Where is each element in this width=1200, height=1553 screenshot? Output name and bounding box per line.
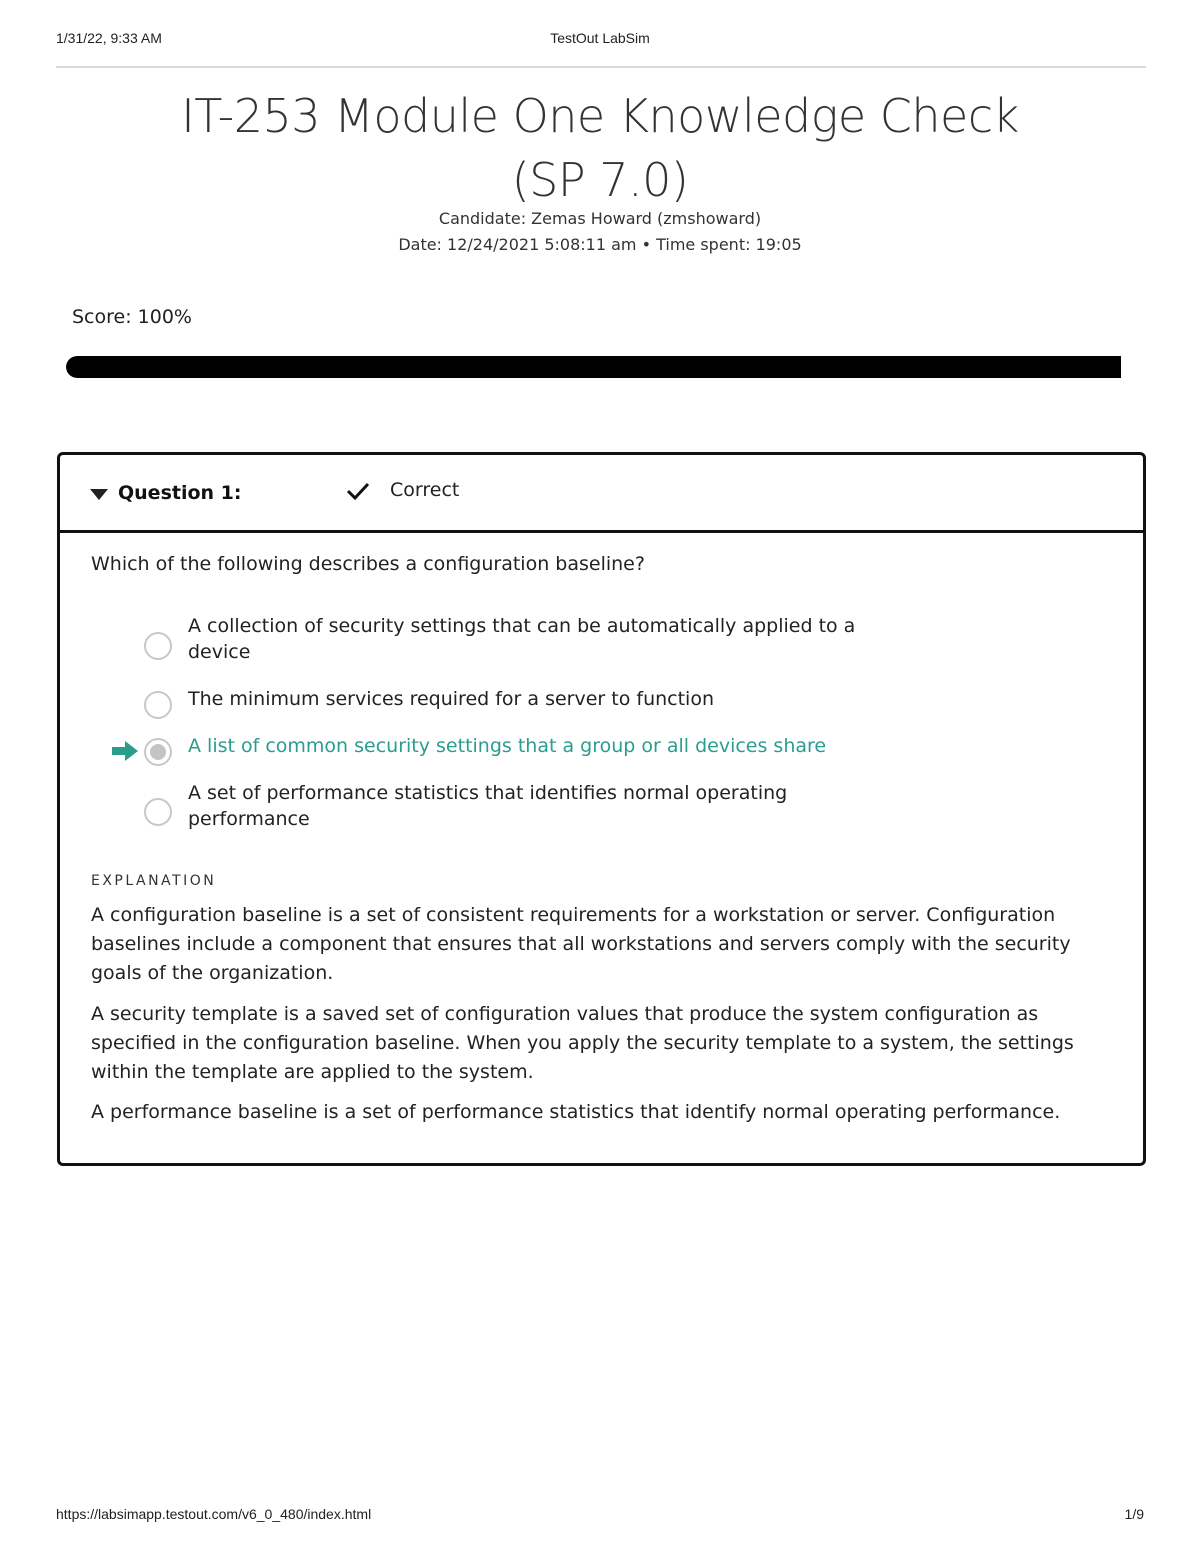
arrow-right-icon: [110, 740, 140, 762]
question-status: Correct: [390, 479, 460, 501]
print-header: [56, 30, 1144, 50]
candidate-info: Candidate: Zemas Howard (zmshoward): [438, 209, 762, 228]
explanation-paragraph-2: A security template is a saved set of configuration values that produce the system configuration as specified in the configuration baseline. When you apply the security template to a system, the settings within the template are applied to the system.: [91, 1003, 1074, 1083]
checkmark-icon: [344, 477, 372, 505]
answer-text-4: A set of performance statistics that identifies normal operating performance: [188, 782, 788, 830]
header-divider: [56, 66, 1146, 68]
answer-text-2: The minimum services required for a server to function: [188, 688, 714, 710]
print-footer: [56, 1506, 1144, 1526]
question-header[interactable]: [60, 455, 1143, 533]
caret-down-icon[interactable]: [90, 489, 108, 500]
date-time-spent: Date: 12/24/2021 5:08:11 am • Time spent: 19:05: [398, 235, 802, 254]
answer-text-3-correct: A list of common security settings that a group or all devices share: [188, 735, 827, 757]
print-url: https://labsimapp.testout.com/v6_0_480/index.html: [56, 1506, 372, 1522]
answer-radio-1: [144, 632, 172, 660]
score-progress-bar: [66, 356, 1121, 378]
page-title: IT-253 Module One Knowledge Check (SP 7.0): [181, 89, 1019, 207]
score-progress-fill: [66, 356, 1121, 378]
answer-radio-3-selected: [144, 738, 172, 766]
score-label: Score: 100%: [72, 306, 192, 328]
print-page-number: 1/9: [1124, 1506, 1144, 1522]
question-number: Question 1:: [118, 482, 242, 504]
explanation-paragraph-3: A performance baseline is a set of performance statistics that identify normal operating performance.: [91, 1101, 1061, 1123]
print-page-title: TestOut LabSim: [550, 30, 650, 46]
question-card: [57, 452, 1146, 1166]
explanation-label: EXPLANATION: [91, 873, 217, 889]
explanation-paragraph-1: A configuration baseline is a set of consistent requirements for a workstation or server. Configuration baselines include a component that ensures that all workstations and servers comply with the security goals of the organization.: [91, 904, 1071, 984]
answer-radio-2: [144, 691, 172, 719]
question-text: Which of the following describes a configuration baseline?: [91, 553, 645, 575]
print-datetime: 1/31/22, 9:33 AM: [56, 30, 162, 46]
answer-text-1: A collection of security settings that can be automatically applied to a device: [188, 615, 856, 663]
answer-radio-4: [144, 798, 172, 826]
